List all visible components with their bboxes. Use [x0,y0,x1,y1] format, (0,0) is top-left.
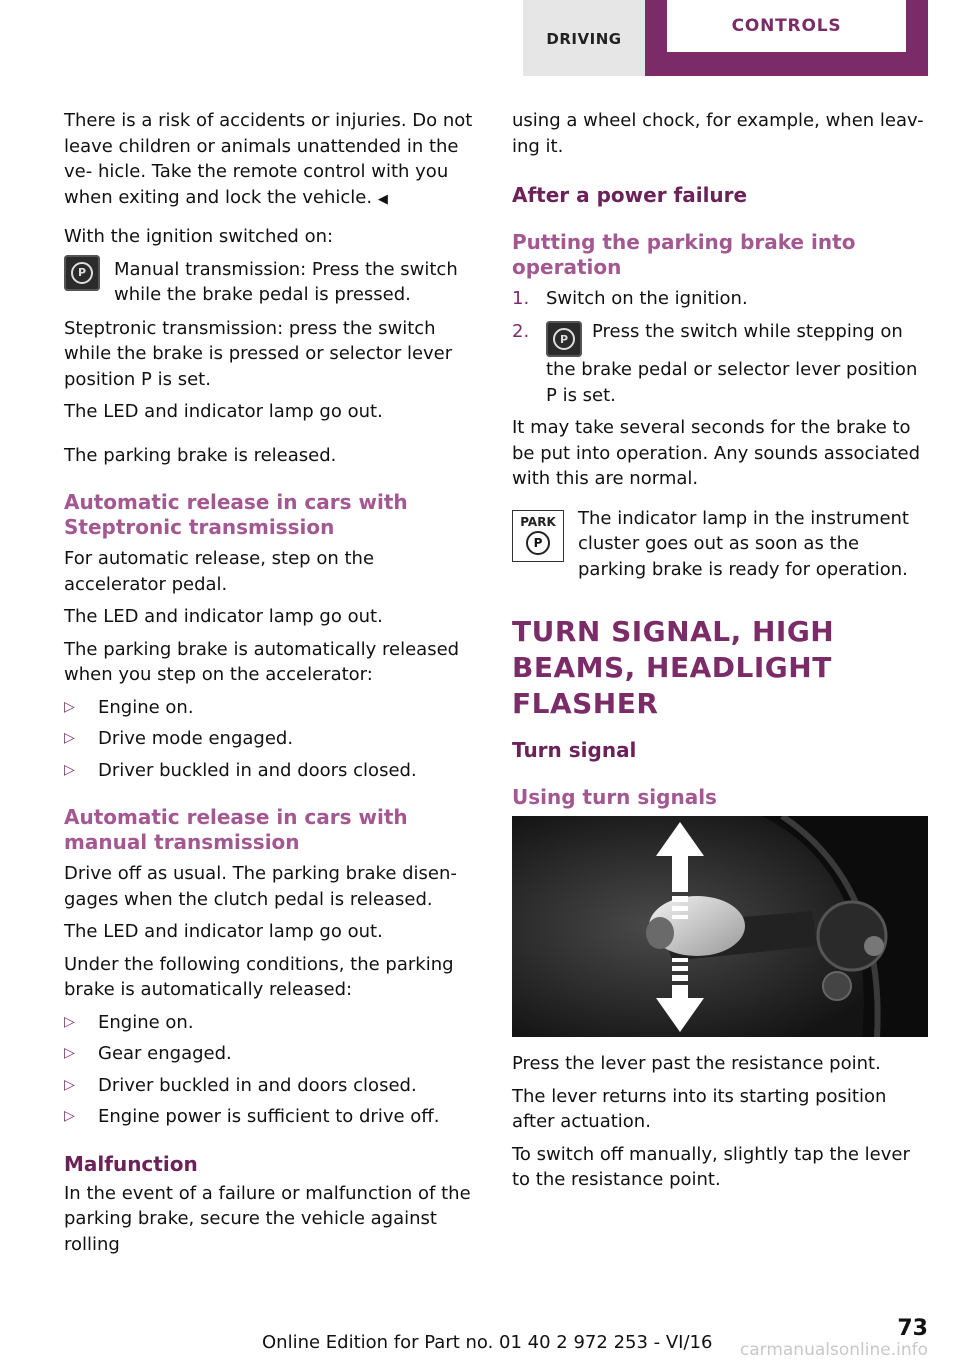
list-item: 2. P Press the switch while stepping on the brake pedal or selector lever position P is set. [512,320,918,406]
section-label: DRIVING [546,30,622,48]
paragraph: Drive off as usual. The parking brake disen- gages when the clutch pedal is released. [64,863,457,910]
paragraph: Steptronic transmission: press the switch while the brake is pressed or selector lever position P is set. [64,317,453,390]
paragraph: It may take several seconds for the brake to be put into operation. Any sounds associated with this are normal. [512,417,921,490]
header-tabs [523,0,928,76]
paragraph: The LED and indicator lamp go out. [64,921,383,942]
list-item: ▷ Drive mode engaged. [64,726,480,752]
paragraph: Under the following conditions, the parking brake is automatically released: [64,953,454,1000]
page-number: 73 [897,1316,928,1341]
warning-paragraph: There is a risk of accidents or injuries. Do not leave children or animals unattended in the ve- hicle. Take the remote control with you when exiting and lock the vehicle. ◀ [64,110,473,208]
triangle-bullet-icon: ▷ [64,761,75,778]
list-item: ▷ Gear engaged. [64,1041,480,1067]
paragraph: With the ignition switched on: [64,226,334,247]
list-item: ▷ Engine on. [64,695,480,721]
paragraph: The LED and indicator lamp go out. [64,401,383,422]
paragraph: Manual transmission: Press the switch while the brake pedal is pressed. [114,258,458,305]
section-tab-driving [523,0,645,76]
triangle-bullet-icon: ▷ [64,1076,75,1093]
list-item: ▷ Driver buckled in and doors closed. [64,758,480,784]
park-indicator-row [512,506,928,583]
manual-transmission-row [64,257,480,308]
paragraph: In the event of a failure or malfunction of the parking brake, secure the vehicle against rolling [64,1182,471,1255]
paragraph: using a wheel chock, for example, when leav- ing it. [512,110,924,157]
watermark: carmanualsonline.info [739,1340,928,1360]
left-column [64,108,480,1264]
heading-malfunction: Malfunction [64,1151,198,1176]
conditions-list-1 [64,695,480,784]
triangle-bullet-icon: ▷ [64,1108,75,1124]
list-item: ▷ Engine on. [64,1010,480,1036]
paragraph: The parking brake is released. [64,444,337,466]
list-item: ▷ Driver buckled in and doors closed. [64,1073,480,1099]
right-column [512,108,928,1200]
heading-using-turn-signals: Using turn signals [512,785,717,810]
chapter-label: CONTROLS [731,16,842,36]
heading-after-power-failure: After a power failure [512,183,748,207]
chapter-tab-controls [645,0,928,76]
parking-brake-switch-icon: P [546,321,582,357]
triangle-bullet-icon: ▷ [64,1045,75,1061]
paragraph: The indicator lamp in the instrument cluster goes out as soon as the parking brake is ready for operation. [578,507,909,580]
paragraph: The lever returns into its starting position after actuation. [512,1085,887,1133]
paragraph: To switch off manually, slightly tap the lever to the resistance point. [512,1143,910,1191]
park-indicator-icon: PARK P [512,510,564,562]
heading-automatic-release-steptronic: Automatic release in cars with Steptronic transmission [64,490,408,539]
heading-automatic-release-manual: Automatic release in cars with manual transmission [64,805,408,854]
paragraph: The LED and indicator lamp go out. [64,606,383,627]
turn-signal-lever-photo [512,816,928,1037]
heading-turn-signal: Turn signal [512,738,637,763]
triangle-bullet-icon: ▷ [64,1013,75,1030]
parking-brake-switch-icon: P [64,255,100,291]
list-item: 1. Switch on the ignition. [512,288,748,309]
triangle-bullet-icon: ▷ [64,730,75,746]
end-mark: ◀ [377,191,388,207]
paragraph: Press the lever past the resistance point. [512,1053,881,1075]
section-title: TURN SIGNAL, HIGH BEAMS, HEADLIGHT FLASHER [512,615,835,721]
list-item: ▷ Engine power is sufficient to drive off. [64,1104,480,1130]
paragraph: The parking brake is automatically released when you step on the accelerator: [64,638,460,685]
conditions-list-2 [64,1010,480,1130]
steps-list [512,286,928,408]
paragraph: For automatic release, step on the accelerator pedal. [64,548,375,595]
edition-note: Online Edition for Part no. 01 40 2 972 253 - VI/16 [262,1332,713,1353]
heading-putting-into-operation: Putting the parking brake into operation [512,230,856,279]
triangle-bullet-icon: ▷ [64,698,75,715]
